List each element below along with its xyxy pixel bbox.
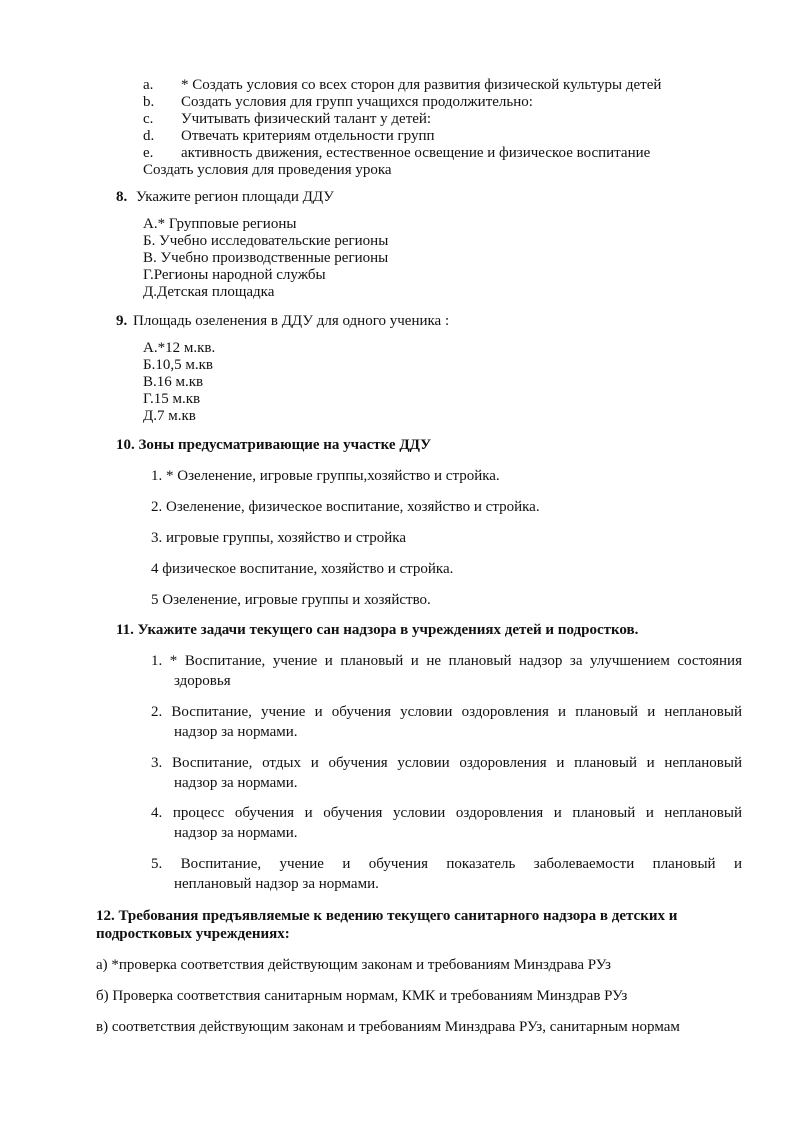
q11-option-5: 5. Воспитание, учение и обучения показатель заболеваемости плановый и [151,856,742,872]
q10-option-3: 3. игровые группы, хозяйство и стройка [151,530,406,546]
q11-option-3: 3. Воспитание, отдых и обучения условии оздоровления и плановый и неплановый [151,755,742,771]
q11-title: 11. Укажите задачи текущего сан надзора в учреждениях детей и подростков. [116,622,639,638]
q7-option-e-mark: e. [143,145,154,161]
q9-number: 9. [116,313,128,329]
q10-option-4: 4 физическое воспитание, хозяйство и стройка. [151,561,454,577]
q9-option-d: Д.7 м.кв [143,408,196,424]
q10-option-5: 5 Озеленение, игровые группы и хозяйство. [151,592,431,608]
q8-option-b: Б. Учебно исследовательские регионы [143,233,389,249]
q8-option-v: В. Учебно производственные регионы [143,250,389,266]
q12-title: 12. Требования предъявляемые к ведению текущего санитарного надзора в детских и [96,908,678,924]
q7-option-d-mark: d. [143,128,155,144]
q9-option-g: Г.15 м.кв [143,391,201,407]
q7-extra-line: Создать условия для проведения урока [143,162,392,178]
q8-option-g: Г.Регионы народной службы [143,267,326,283]
q8-title: Укажите регион площади ДДУ [136,189,334,205]
q8-number: 8. [116,189,128,205]
q11-option-2-cont: надзор за нормами. [174,724,298,740]
q7-option-a-mark: a. [143,77,154,93]
q11-option-1-cont: здоровья [174,673,231,689]
q9-option-b: Б.10,5 м.кв [143,357,213,373]
q12-option-a: а) *проверка соответствия действующим законам и требованиям Минздрава РУз [96,957,611,973]
q12-option-v: в) соответствия действующим законам и требованиям Минздрава РУз, санитарным нормам [96,1019,680,1035]
q11-option-3-cont: надзор за нормами. [174,775,298,791]
q11-option-2: 2. Воспитание, учение и обучения условии оздоровления и плановый и неплановый [151,704,742,720]
q11-option-4: 4. процесс обучения и обучения условии оздоровления и плановый и неплановый [151,805,742,821]
q7-option-c: Учитывать физический талант у детей: [181,111,432,127]
q9-option-a: А.*12 м.кв. [143,340,216,356]
q12-option-b: б) Проверка соответствия санитарным нормам, КМК и требованиям Минздрав РУз [96,988,628,1004]
q12-title-cont: подростковых учреждениях: [96,926,290,942]
q8-option-a: А.* Групповые регионы [143,216,297,232]
q11-option-5-cont: неплановый надзор за нормами. [174,876,379,892]
q7-option-d: Отвечать критериям отдельности групп [181,128,435,144]
q9-title: Площадь озеленения в ДДУ для одного ученика : [133,313,450,329]
q7-option-e: активность движения, естественное освещение и физическое воспитание [181,145,651,161]
q10-title: 10. Зоны предусматривающие на участке ДДУ [116,437,432,453]
q7-option-b: Создать условия для групп учащихся продолжительно: [181,94,533,110]
q11-option-1: 1. * Воспитание, учение и плановый и не плановый надзор за улучшением состояния [151,653,742,669]
q7-option-c-mark: c. [143,111,154,127]
q9-option-v: В.16 м.кв [143,374,204,390]
q10-option-1: 1. * Озеленение, игровые группы,хозяйство и стройка. [151,468,500,484]
q8-option-d: Д.Детская площадка [143,284,275,300]
q11-option-4-cont: надзор за нормами. [174,825,298,841]
q7-option-b-mark: b. [143,94,155,110]
q10-option-2: 2. Озеленение, физическое воспитание, хозяйство и стройка. [151,499,540,515]
q7-option-a: * Создать условия со всех сторон для развития физической культуры детей [181,77,662,93]
